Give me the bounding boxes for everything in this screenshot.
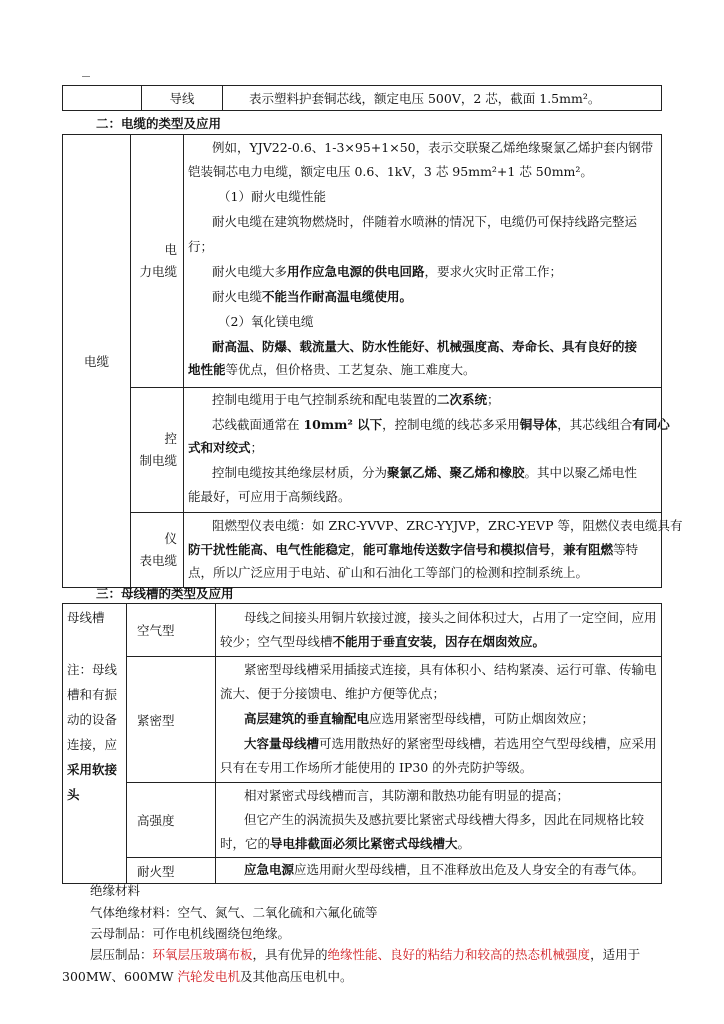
- control-line-4: [212, 463, 661, 483]
- cable-category: 电缆: [63, 135, 131, 588]
- instrument-line-2: [188, 540, 661, 560]
- control-label-b: 制电缆: [139, 453, 177, 468]
- control-line-2e: ，其芯线组合: [557, 417, 633, 432]
- laminate-b: 环氧层压玻璃布板: [152, 947, 253, 962]
- power-line-7b: 不能当作耐高温电缆使用。: [262, 289, 413, 304]
- busway-note-5: 采用软接: [67, 762, 118, 777]
- instrument-line-2d: ，: [550, 542, 564, 557]
- dense-line-3b: 应选用紧密型母线槽，可防止烟囱效应；: [369, 711, 595, 726]
- high-label: 高强度: [127, 783, 216, 858]
- dense-label: 紧密型: [127, 657, 216, 783]
- instrument-label-b: 表电缆: [139, 553, 177, 568]
- instrument-line-1: 阻燃型仪表电缆：如 ZRC-YVVP、ZRC-YYJVP，ZRC-YEVP 等，阻燃仪表电缆具有: [212, 518, 683, 533]
- fire-line-1a: 应急电源: [244, 862, 295, 877]
- high-line-3a: 时，它的: [220, 836, 271, 851]
- control-line-3a: 式和对绞式: [188, 440, 251, 455]
- control-line-4b: 聚氯乙烯、聚乙烯和橡胶: [387, 465, 525, 480]
- fire-line-1: [244, 860, 661, 880]
- control-label-a: 控: [164, 431, 177, 446]
- busway-table: [62, 603, 662, 884]
- laminate2-b: 汽轮发电机: [177, 969, 241, 984]
- power-line-3: （1）耐火电缆性能: [218, 189, 326, 204]
- control-line-2: [212, 415, 670, 435]
- instrument-line-2f: 等特: [613, 542, 639, 557]
- dense-line-1: 紧密型母线槽采用插接式连接，具有体积小、结构紧凑、运行可靠、传输电: [244, 662, 657, 677]
- dense-line-5: 只有在专用工作场所才能使用的 IP30 的外壳防护等级。: [220, 760, 533, 775]
- control-line-2b: 10mm² 以下: [303, 417, 383, 432]
- power-line-7a: 耐火电缆: [212, 289, 263, 304]
- dense-line-3: [244, 709, 661, 729]
- instrument-content: [184, 513, 683, 588]
- instrument-line-2a: 防干扰性能高、电气性能稳定: [188, 542, 351, 557]
- instrument-label-a: 仪: [164, 531, 177, 546]
- section3-heading: 三：母线槽的类型及应用: [96, 586, 234, 601]
- power-line-5: 行；: [188, 239, 214, 254]
- cable-table: [62, 134, 683, 588]
- air-line-1: 母线之间接头用铜片软接过渡，接头之间体积过大，占用了一定空间，应用: [244, 610, 657, 625]
- power-line-6: [212, 262, 661, 282]
- control-line-3b: ；: [250, 440, 264, 455]
- control-line-3: [188, 438, 661, 458]
- dense-line-4b: 可选用散热好的紧密型母线槽，若选用空气型母线槽，应采用: [319, 736, 657, 751]
- air-content: [216, 604, 662, 657]
- control-line-2c: ，控制电缆的线芯多采用: [382, 417, 520, 432]
- power-line-1: 例如，YJV22-0.6、1-3×95+1×50，表示交联聚乙烯绝缘聚氯乙烯护套内钢带: [212, 140, 654, 155]
- control-label-cell: [131, 388, 184, 513]
- corner-mark: [82, 76, 90, 77]
- instrument-label-cell: [131, 513, 184, 588]
- control-line-4c: 。其中以聚乙烯电性: [524, 465, 638, 480]
- high-line-1: 相对紧密式母线槽而言，其防潮和散热功能有明显的提高；: [244, 788, 570, 803]
- wire-row-table: [62, 85, 662, 111]
- busway-note-1: 注：母线: [67, 662, 118, 677]
- laminate2-a: 300MW、600MW: [62, 969, 178, 984]
- power-line-10a: 地性能: [188, 362, 226, 377]
- laminate-a: 层压制品：: [90, 947, 153, 962]
- power-line-6a: 耐火电缆大多: [212, 264, 288, 279]
- instrument-line-2e: 兼有阻燃: [563, 542, 614, 557]
- high-line-3: [220, 834, 661, 854]
- control-content: [184, 388, 670, 513]
- insulation-title: 绝缘材料: [90, 883, 141, 898]
- air-line-2: [220, 632, 661, 652]
- power-label-a: 电: [164, 242, 177, 257]
- control-line-2a: 芯线截面通常在: [212, 417, 304, 432]
- control-line-4a: 控制电缆按其绝缘层材质，分为: [212, 465, 388, 480]
- control-line-2d: 铜导体: [519, 417, 558, 432]
- laminate-c: ，具有优异的: [252, 947, 328, 962]
- busway-title: 母线槽: [67, 610, 105, 625]
- busway-note-2: 槽和有振: [67, 687, 118, 702]
- fire-label: 耐火型: [127, 858, 216, 884]
- power-line-7: [212, 287, 661, 307]
- insulation-gas: 气体绝缘材料：空气、氮气、二氧化硫和六氟化硫等: [90, 905, 378, 920]
- wire-label: 导线: [142, 86, 223, 111]
- power-content: [184, 135, 662, 388]
- high-line-3b: 导电排截面必须比紧密式母线槽大: [270, 836, 458, 851]
- power-line-9: 耐高温、防爆、载流量大、防水性能好、机械强度高、寿命长、具有良好的接: [212, 339, 638, 354]
- busway-note-3: 动的设备: [67, 712, 118, 727]
- air-label: 空气型: [127, 604, 216, 657]
- insulation-laminate-2: [62, 966, 353, 987]
- power-line-4: 耐火电缆在建筑物燃烧时，伴随着水喷淋的情况下，电缆仍可保持线路完整运: [212, 214, 638, 229]
- insulation-laminate: [90, 944, 640, 965]
- control-line-1: [212, 390, 661, 410]
- dense-line-4: [244, 734, 661, 754]
- control-line-1c: ；: [487, 392, 500, 407]
- instrument-line-2c: 能可靠地传送数字信号和模拟信号: [363, 542, 551, 557]
- dense-line-3a: 高层建筑的垂直输配电: [244, 711, 370, 726]
- instrument-line-3: 点，所以广泛应用于电站、矿山和石油化工等部门的检测和控制系统上。: [188, 565, 589, 580]
- power-line-8: （2）氧化镁电缆: [218, 314, 314, 329]
- power-line-10: [188, 360, 661, 380]
- dense-line-4a: 大容量母线槽: [244, 736, 320, 751]
- power-label-cell: [131, 135, 184, 388]
- insulation-mica: 云母制品：可作电机线圈绕包绝缘。: [90, 926, 291, 941]
- air-line-2b: 不能用于垂直安装，因存在烟囱效应。: [332, 634, 546, 649]
- power-line-6c: ，要求火灾时正常工作；: [424, 264, 563, 279]
- busway-note-6: 头: [67, 787, 80, 802]
- control-line-1b: 二次系统: [437, 392, 488, 407]
- power-label-b: 力电缆: [139, 264, 177, 279]
- laminate2-c: 及其他高压电机中。: [240, 969, 353, 984]
- laminate-d: 绝缘性能、良好的粘结力和较高的热态机械强度: [327, 947, 591, 962]
- fire-content: [216, 858, 662, 884]
- dense-line-2: 流大、便于分接馈电、维护方便等优点；: [220, 686, 446, 701]
- busway-note-4: 连接，应: [67, 737, 118, 752]
- power-line-6b: 用作应急电源的供电回路: [287, 264, 425, 279]
- power-line-2: 铠装铜芯电力电缆，额定电压 0.6、1kV，3 芯 95mm²+1 芯 50mm²。: [188, 164, 593, 179]
- high-content: [216, 783, 662, 858]
- control-line-1a: 控制电缆用于电气控制系统和配电装置的: [212, 392, 438, 407]
- air-line-2a: 较少；空气型母线槽: [220, 634, 333, 649]
- high-line-3c: 。: [457, 836, 471, 851]
- fire-line-1b: 应选用耐火型母线槽，且不准释放出危及人身安全的有毒气体。: [294, 862, 645, 877]
- control-line-5: 能最好，可应用于高频线路。: [188, 489, 351, 504]
- instrument-line-2b: ，: [350, 542, 364, 557]
- control-line-2f: 有同心: [632, 417, 670, 432]
- section2-heading: 二：电缆的类型及应用: [96, 116, 222, 131]
- dense-content: [216, 657, 662, 783]
- high-line-2: 但它产生的涡流损失及感抗要比紧密式母线槽大得多，因此在同规格比较: [244, 812, 645, 827]
- laminate-e: ，适用于: [590, 947, 641, 962]
- wire-desc: 表示塑料护套铜芯线，额定电压 500V，2 芯，截面 1.5mm²。: [223, 86, 662, 111]
- power-line-10b: 等优点，但价格贵、工艺复杂、施工难度大。: [225, 362, 476, 377]
- busway-left-cell: [63, 604, 127, 884]
